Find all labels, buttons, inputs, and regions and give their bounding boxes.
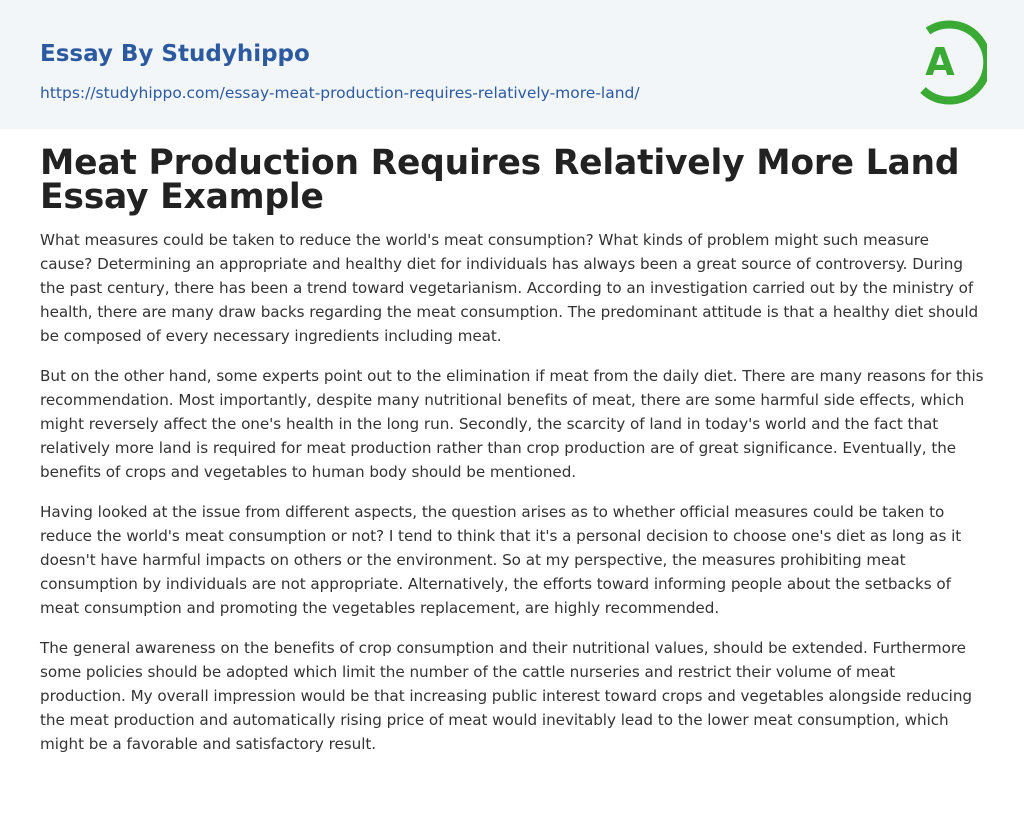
site-header [0,0,1024,129]
studyhippo-logo-icon[interactable] [911,18,987,106]
article-content [40,143,984,756]
article-paragraph-4: The general awareness on the benefits of crop consumption and their nutritional values, should be extended. Furthermore some policies should be adopted which limit the number of the cattle nurseries and restrict their volume of meat production. My overall impression would be that increasing public interest toward crops and vegetables alongside reducing the meat production and automatically rising price of meat would inevitably lead to the lower meat consumption, which might be a favorable and satisfactory result. [40,639,972,753]
article-paragraph-2: But on the other hand, some experts point out to the elimination if meat from the daily diet. There are many reasons for this recommendation. Most importantly, despite many nutritional benefits of meat, there are some harmful side effects, which might reversely affect the one's health in the long run. Secondly, the scarcity of land in today's world and the fact that relatively more land is required for meat production rather than crop production are of great significance. Eventually, the benefits of crops and vegetables to human body should be mentioned. [40,367,984,481]
logo-letter: A [925,40,955,84]
article-title: Meat Production Requires Relatively More Land Essay Example [40,143,960,217]
site-brand[interactable]: Essay By Studyhippo [40,41,310,67]
article-url-link[interactable]: https://studyhippo.com/essay-meat-production-requires-relatively-more-land/ [40,84,640,102]
article-paragraph-3: Having looked at the issue from different aspects, the question arises as to whether official measures could be taken to reduce the world's meat consumption or not? I tend to think that it's a personal decision to choose one's diet as long as it doesn't have harmful impacts on others or the environment. So at my perspective, the measures prohibiting meat consumption by individuals are not appropriate. Alternatively, the efforts toward informing people about the setbacks of meat consumption and promoting the vegetables replacement, are highly recommended. [40,503,962,617]
article-paragraph-1: What measures could be taken to reduce the world's meat consumption? What kinds of problem might such measure cause? Determining an appropriate and healthy diet for individuals has always been a great source of controversy. During the past century, there has been a trend toward vegetarianism. According to an investigation carried out by the ministry of health, there are many draw backs regarding the meat consumption. The predominant attitude is that a healthy diet should be composed of every necessary ingredients including meat. [40,231,979,345]
